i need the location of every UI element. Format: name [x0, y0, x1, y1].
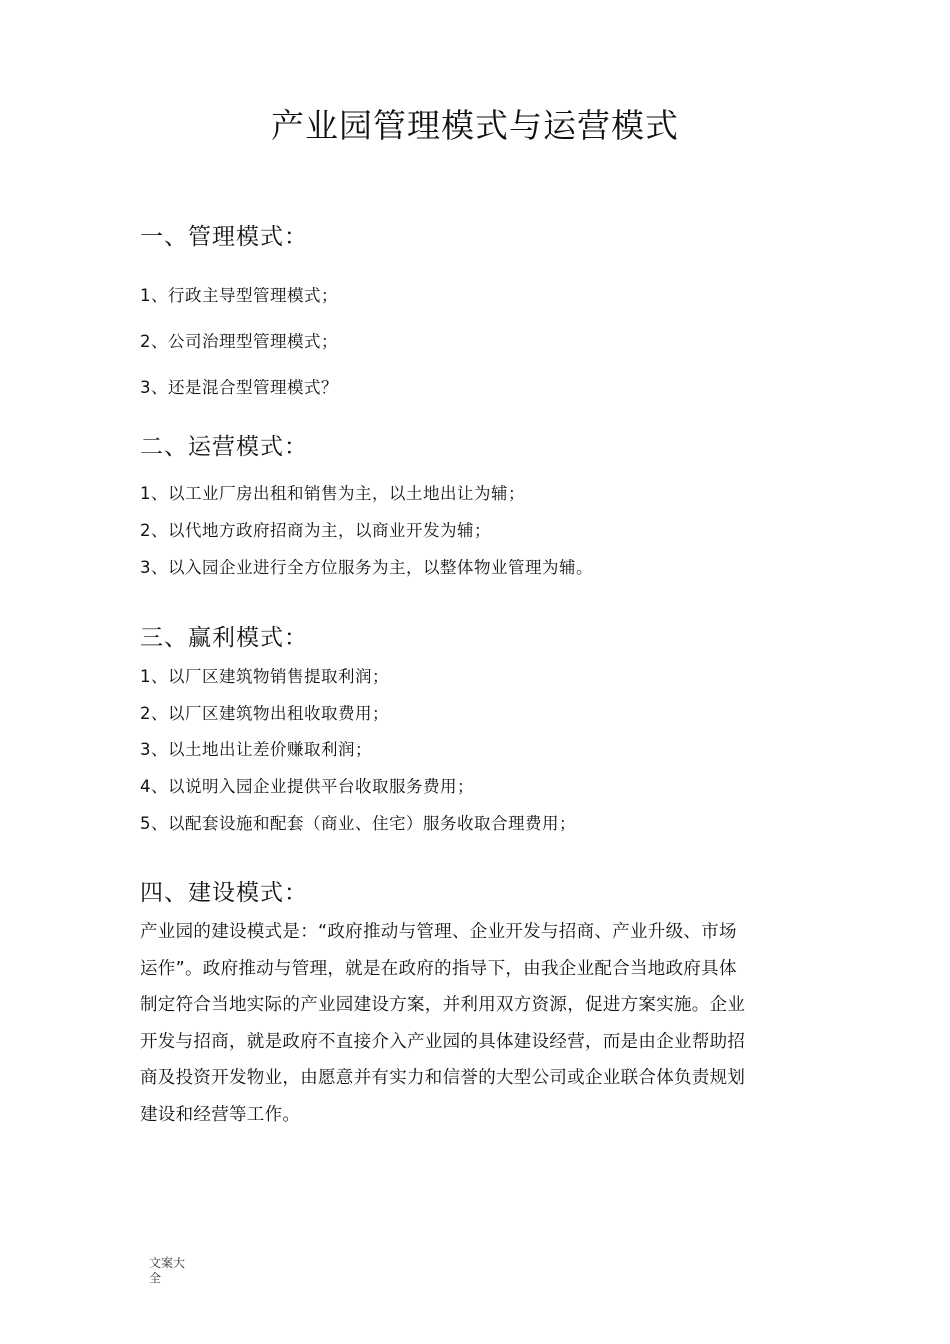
- list-item: 2、公司治理型管理模式；: [140, 332, 338, 351]
- paragraph-line: 制定符合当地实际的产业园建设方案，并利用双方资源，促进方案实施。企业: [140, 995, 746, 1015]
- list-item: 3、以土地出让差价赚取利润；: [140, 740, 372, 759]
- list-item: 3、以入园企业进行全方位服务为主，以整体物业管理为辅。: [140, 558, 593, 577]
- section-heading-profit: 三、赢利模式：: [140, 625, 308, 651]
- footer-label: 文案大全: [149, 1256, 186, 1285]
- paragraph-line: 产业园的建设模式是：“政府推动与管理、企业开发与招商、产业升级、市场: [140, 922, 737, 942]
- list-item: 1、以工业厂房出租和销售为主，以土地出让为辅；: [140, 484, 525, 503]
- list-item: 3、还是混合型管理模式？: [140, 378, 338, 397]
- section-heading-construction: 四、建设模式：: [140, 880, 308, 906]
- paragraph-line: 运作”。政府推动与管理，就是在政府的指导下，由我企业配合当地政府具体: [140, 958, 737, 979]
- list-item: 2、以代地方政府招商为主，以商业开发为辅；: [140, 521, 491, 540]
- paragraph-line: 开发与招商，就是政府不直接介入产业园的具体建设经营，而是由企业帮助招: [140, 1031, 746, 1052]
- list-item: 1、行政主导型管理模式；: [140, 286, 338, 305]
- section-heading-operation: 二、运营模式：: [140, 434, 308, 460]
- list-item: 2、以厂区建筑物出租收取费用；: [140, 704, 389, 723]
- paragraph-line: 商及投资开发物业，由愿意并有实力和信誉的大型公司或企业联合体负责规划: [140, 1068, 746, 1088]
- section-heading-management: 一、管理模式：: [140, 224, 308, 250]
- document-title: 产业园管理模式与运营模式: [271, 106, 679, 145]
- list-item: 5、以配套设施和配套（商业、住宅）服务收取合理费用；: [140, 814, 576, 833]
- list-item: 1、以厂区建筑物销售提取利润；: [140, 667, 389, 686]
- list-item: 4、以说明入园企业提供平台收取服务费用；: [140, 777, 474, 796]
- construction-paragraph: [140, 914, 795, 1133]
- paragraph-line: 建设和经营等工作。: [140, 1104, 301, 1125]
